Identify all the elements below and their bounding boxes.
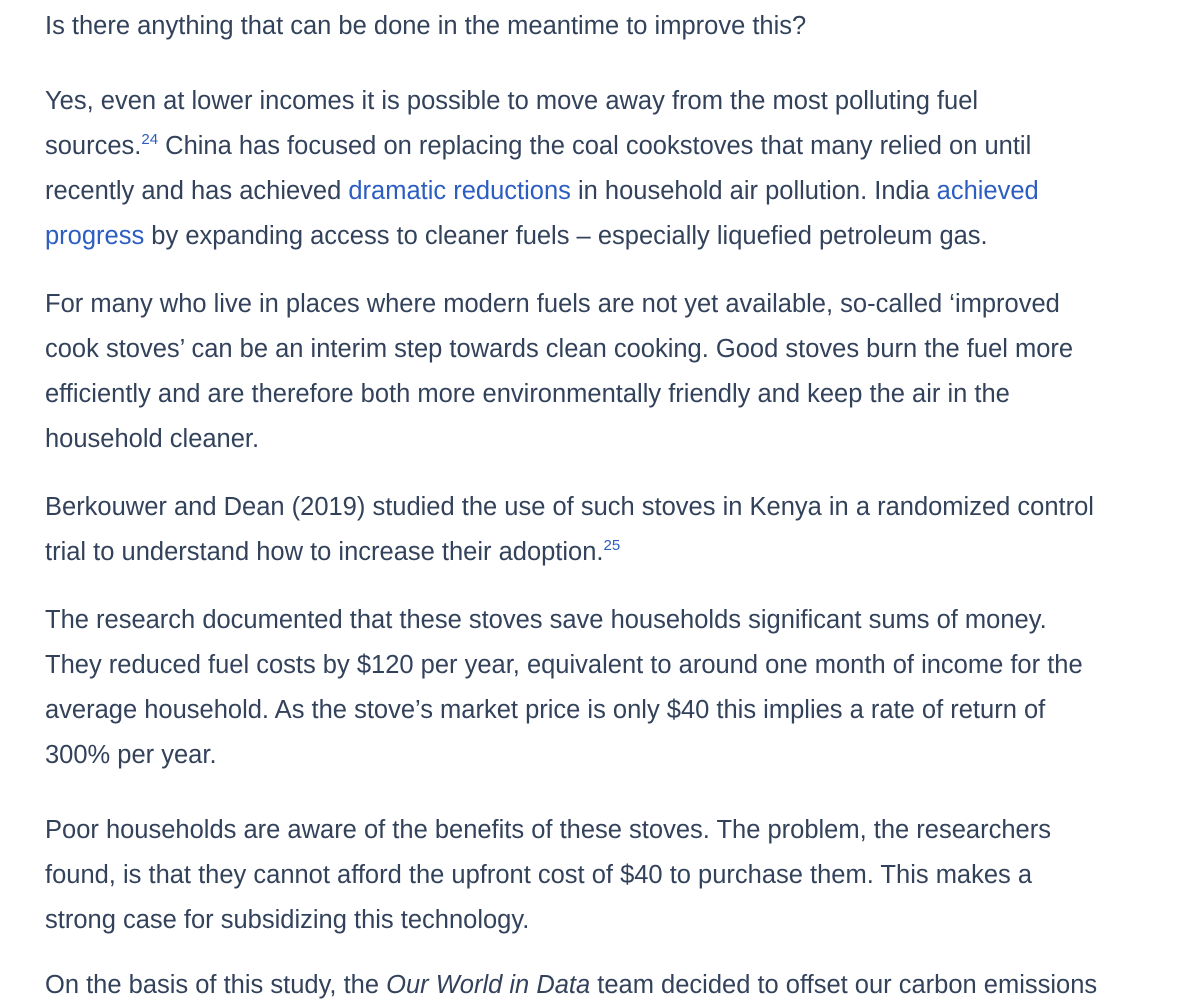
paragraph-line: Is there anything that can be done in the meantime to improve this? — [45, 12, 807, 40]
paragraph-line: found, is that they cannot afford the upfront cost of $40 to purchase them. This makes a — [45, 861, 1033, 889]
paragraph-line — [45, 530, 1185, 575]
text-segment: sources. — [45, 132, 142, 160]
paragraph-line — [45, 124, 1185, 169]
paragraph-line: Poor households are aware of the benefits of these stoves. The problem, the researchers — [45, 816, 1051, 844]
paragraph-question — [45, 4, 1185, 49]
paragraph-line: Berkouwer and Dean (2019) studied the use of such stoves in Kenya in a randomized control — [45, 493, 1094, 521]
footnote-link-24[interactable]: 24 — [141, 130, 159, 148]
paragraph-line: They reduced fuel costs by $120 per year, equivalent to around one month of income for the — [45, 651, 1083, 679]
footnote-ref-25[interactable] — [604, 537, 621, 554]
paragraph-line: Yes, even at lower incomes it is possible to move away from the most polluting fuel — [45, 87, 979, 115]
achieved-progress-link-continued[interactable]: progress — [45, 222, 145, 250]
paragraph-offset-emissions — [45, 963, 1185, 1001]
text-segment: in household air pollution. India — [570, 177, 937, 205]
paragraph-line: strong case for subsidizing this technology. — [45, 906, 530, 934]
achieved-progress-link[interactable]: achieved — [936, 177, 1039, 205]
paragraph-line: efficiently and are therefore both more environmentally friendly and keep the air in the — [45, 380, 1010, 408]
text-segment: On the basis of this study, the — [45, 971, 387, 999]
paragraph-line: household cleaner. — [45, 425, 260, 453]
paragraph-line: 300% per year. — [45, 741, 217, 769]
text-segment: recently and has achieved — [45, 177, 349, 205]
dramatic-reductions-link[interactable]: dramatic reductions — [348, 177, 571, 205]
text-segment: by expanding access to cleaner fuels – especially liquefied petroleum gas. — [144, 222, 988, 250]
paragraph-line — [45, 963, 1185, 1001]
paragraph-line — [45, 214, 1185, 259]
text-segment: team decided to offset our carbon emissions — [590, 971, 1098, 999]
paragraph-line: The research documented that these stoves save households significant sums of money. — [45, 606, 1047, 634]
footnote-ref-24[interactable] — [141, 131, 158, 148]
paragraph-line: For many who live in places where modern fuels are not yet available, so-called ‘improved — [45, 290, 1060, 318]
text-segment: trial to understand how to increase their adoption. — [45, 538, 604, 566]
footnote-link-25[interactable]: 25 — [603, 536, 621, 554]
paragraph-research-findings — [45, 598, 1185, 778]
paragraph-line — [45, 169, 1185, 214]
paragraph-poor-households — [45, 808, 1185, 943]
paragraph-lower-incomes — [45, 79, 1185, 259]
paragraph-study — [45, 485, 1185, 575]
text-segment: China has focused on replacing the coal cookstoves that many relied on until — [158, 132, 1032, 160]
publication-name: Our World in Data — [386, 971, 591, 999]
paragraph-improved-stoves — [45, 282, 1185, 462]
paragraph-line: average household. As the stove’s market price is only $40 this implies a rate of return of — [45, 696, 1046, 724]
paragraph-line: cook stoves’ can be an interim step towards clean cooking. Good stoves burn the fuel more — [45, 335, 1074, 363]
